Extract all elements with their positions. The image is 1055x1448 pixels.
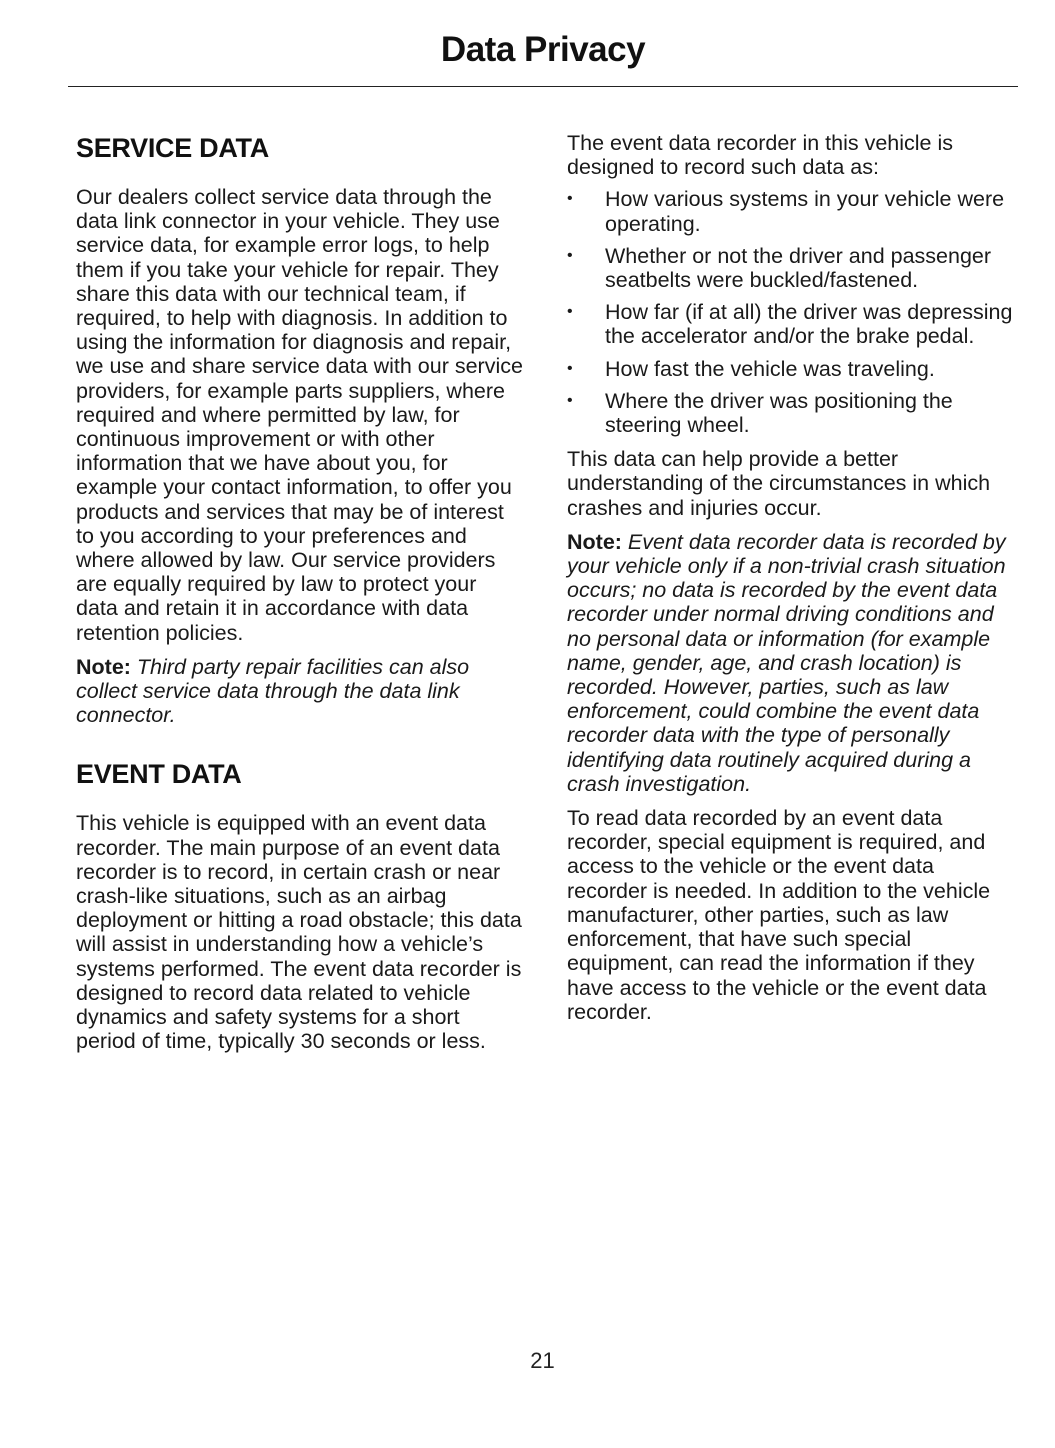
- page-number: 21: [530, 1348, 555, 1373]
- note-label: Note:: [567, 529, 622, 554]
- note-text: Third party repair facilities can also collect service data through the data link connector.: [76, 654, 470, 728]
- event-data-paragraph: This vehicle is equipped with an event data recorder. The main purpose of an event data recorder is to record, in certain crash or near crash-like situations, such as an airbag deployment or hitting a road obstacle; this data will assist in understanding how a vehicle’s systems performed. The event data recorder is designed to record data related to vehicle dynamics and safety systems for a short period of time, typically 30 seconds or less.: [76, 811, 522, 1054]
- event-data-intro: The event data recorder in this vehicle is designed to record such data as:: [567, 131, 954, 180]
- service-data-heading: SERVICE DATA: [76, 133, 269, 163]
- event-data-bullet-list: [567, 187, 1014, 437]
- bullet-icon: •: [567, 246, 573, 264]
- list-item: [567, 187, 1014, 235]
- note-text: Event data recorder data is recorded by your vehicle only if a non-trivial crash situation occurs; no data is recorded by the event data recorder under normal driving conditions and no personal data or information (for example name, gender, age, and crash location) is recorded. However, parties, such as law enforcement, could combine the event data recorder data with the type of personally identifying data routinely acquired during a crash investigation.: [567, 529, 1006, 796]
- event-data-access: To read data recorded by an event data recorder, special equipment is required, and access to the vehicle or the event data recorder is needed. In addition to the vehicle manufacturer, other parties, such as law enforcement, that have such special equipment, can read the information if they have access to the vehicle or the event data recorder.: [567, 806, 991, 1024]
- list-item-text: How fast the vehicle was traveling.: [605, 356, 935, 381]
- note-label: Note:: [76, 654, 131, 679]
- page-title: Data Privacy: [440, 30, 646, 69]
- bullet-icon: •: [567, 190, 573, 208]
- list-item-text: How various systems in your vehicle were operating.: [605, 187, 1005, 236]
- event-data-note: [567, 530, 1014, 796]
- right-column: [567, 131, 1014, 1034]
- event-data-understanding: This data can help provide a better understanding of the circumstances in which crashes and injuries occur.: [567, 447, 991, 520]
- header-divider: [68, 86, 1018, 87]
- bullet-icon: •: [567, 391, 573, 409]
- bullet-icon: •: [567, 303, 573, 321]
- list-item: [567, 389, 1014, 437]
- list-item-text: Whether or not the driver and passenger seatbelts were buckled/fastened.: [605, 243, 992, 293]
- list-item: [567, 244, 1014, 292]
- bullet-icon: •: [567, 359, 573, 377]
- list-item-text: How far (if at all) the driver was depressing the accelerator and/or the brake pedal.: [605, 300, 1013, 349]
- service-data-note: [76, 655, 524, 728]
- list-item: [567, 300, 1014, 348]
- service-data-paragraph: Our dealers collect service data through the data link connector in your vehicle. They use service data, for example error logs, to help them if you take your vehicle for repair. They share this data with our technical team, if required, to help with diagnosis. In addition to using the information for diagnosis and repair, we use and share service data with our service providers, for example parts suppliers, where required and where permitted by law, for continuous improvement or with other information that we have about you, for example your contact information, to offer you products and services that may be of interest to you according to your preferences and where allowed by law. Our service providers are equally required by law to protect your data and retain it in accordance with data retention policies.: [76, 185, 523, 645]
- event-data-heading: EVENT DATA: [76, 759, 242, 790]
- left-column: [76, 131, 524, 1064]
- list-item: [567, 357, 1014, 381]
- list-item-text: Where the driver was positioning the steering wheel.: [605, 388, 953, 438]
